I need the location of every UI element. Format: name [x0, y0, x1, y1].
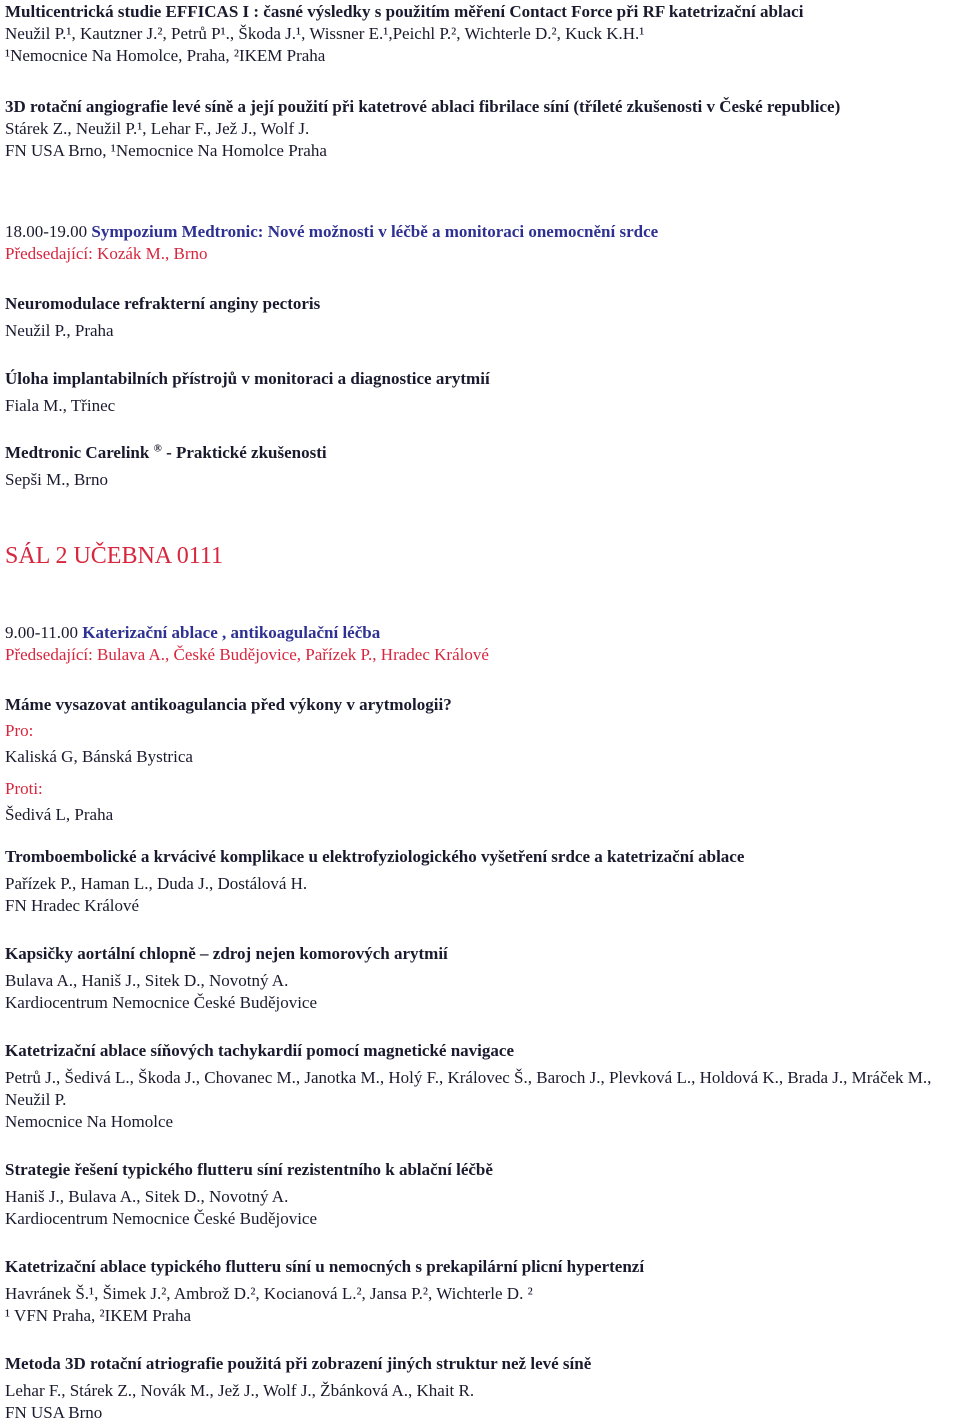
- talk-strategie-flutter: [5, 1159, 957, 1230]
- talk-affiliation: Kardiocentrum Nemocnice České Budějovice: [5, 1209, 318, 1228]
- talk-authors: Pařízek P., Haman L., Duda J., Dostálová H.: [5, 874, 308, 893]
- talk-title: Metoda 3D rotační atriografie použitá při zobrazení jiných struktur než levé síně: [5, 1354, 592, 1373]
- abstract-authors: Stárek Z., Neužil P.¹, Lehar F., Jež J., Wolf J.: [5, 119, 310, 138]
- abstract-title: Multicentrická studie EFFICAS I : časné výsledky s použitím měření Contact Force při RF katetrizační ablaci: [5, 2, 804, 21]
- talk-magneticka-navigace: [5, 1040, 957, 1133]
- talk-carelink: [5, 442, 957, 491]
- session-title: Sympozium Medtronic: Nové možnosti v léčbě a monitoraci onemocnění srdce: [91, 222, 659, 241]
- talk-affiliation: FN Hradec Králové: [5, 896, 140, 915]
- abstract-title: 3D rotační angiografie levé síně a její použití při katetrové ablaci fibrilace síní (tříleté zkušenosti v České republice): [5, 97, 841, 116]
- talk-authors: Havránek Š.¹, Šimek J.², Ambrož D.², Kocianová L.², Jansa P.², Wichterle D. ²: [5, 1284, 533, 1303]
- talk-authors: Lehar F., Stárek Z., Novák M., Jež J., Wolf J., Žbánková A., Khait R.: [5, 1381, 475, 1400]
- contra-label: Proti:: [5, 779, 43, 798]
- talk-authors: Bulava A., Haniš J., Sitek D., Novotný A.: [5, 971, 289, 990]
- hall-heading: [5, 542, 957, 570]
- talk-title: Tromboembolické a krvácivé komplikace u elektrofyziologického vyšetření srdce a katetrizační ablace: [5, 847, 745, 866]
- abstract-affiliation: ¹Nemocnice Na Homolce, Praha, ²IKEM Praha: [5, 46, 326, 65]
- session-heading: [5, 622, 957, 644]
- contra-author: Šedivá L, Praha: [5, 805, 114, 824]
- talk-uloha: [5, 368, 957, 417]
- registered-mark: ®: [153, 442, 162, 455]
- talk-title: Kapsičky aortální chlopně – zdroj nejen komorových arytmií: [5, 944, 448, 963]
- talk-title: Katetrizační ablace typického flutteru síní u nemocných s prekapilární plicní hypertenzí: [5, 1257, 645, 1276]
- talk-affiliation: Nemocnice Na Homolce: [5, 1112, 174, 1131]
- session-symposium: [5, 221, 957, 265]
- talk-title: Katetrizační ablace síňových tachykardií pomocí magnetické navigace: [5, 1041, 514, 1060]
- talk-title: Strategie řešení typického flutteru síní rezistentního k ablační léčbě: [5, 1160, 493, 1179]
- pro-label: Pro:: [5, 721, 34, 740]
- abstract-authors: Neužil P.¹, Kautzner J.², Petrů P¹., Škoda J.¹, Wissner E.¹,Peichl P.², Wichterle D.², Kuck K.H.¹: [5, 24, 645, 43]
- session-chair: Předsedající: Bulava A., České Budějovice, Pařízek P., Hradec Králové: [5, 645, 489, 664]
- talk-3d-atriografie: [5, 1353, 957, 1424]
- talk-title: Úloha implantabilních přístrojů v monitoraci a diagnostice arytmií: [5, 369, 490, 388]
- abstract-3d-rotation: [5, 96, 957, 162]
- talk-neuromodulace: [5, 293, 957, 342]
- session-time: 18.00-19.00: [5, 222, 88, 241]
- talk-author: Sepši M., Brno: [5, 470, 108, 489]
- talk-title: Neuromodulace refrakterní anginy pectoris: [5, 294, 321, 313]
- talk-kapsicky: [5, 943, 957, 1014]
- session-time: 9.00-11.00: [5, 623, 79, 642]
- hall-title: SÁL 2 UČEBNA 0111: [5, 543, 224, 569]
- talk-author: Fiala M., Třinec: [5, 396, 116, 415]
- pro-author: Kaliská G, Bánská Bystrica: [5, 747, 193, 766]
- talk-affiliation: FN USA Brno: [5, 1403, 103, 1422]
- talk-flutter-hypertenze: [5, 1256, 957, 1327]
- session-heading: [5, 221, 957, 243]
- abstract-affiliation: FN USA Brno, ¹Nemocnice Na Homolce Praha: [5, 141, 327, 160]
- talk-title: Medtronic Carelink ® - Praktické zkušenosti: [5, 442, 327, 462]
- debate-antikoagulancia: [5, 694, 957, 826]
- talk-authors: Haniš J., Bulava A., Sitek D., Novotný A.: [5, 1187, 289, 1206]
- talk-authors: Petrů J., Šedivá L., Škoda J., Chovanec M., Janotka M., Holý F., Královec Š., Baroch J., Plevková L., Holdová K., Brada J., Mráček M., Neužil P.: [5, 1068, 932, 1109]
- talk-affiliation: Kardiocentrum Nemocnice České Budějovice: [5, 993, 318, 1012]
- talk-tromboembolicke: [5, 846, 957, 917]
- debate-title: Máme vysazovat antikoagulancia před výkony v arytmologii?: [5, 695, 452, 714]
- abstract-efficas: [5, 1, 957, 67]
- session-katerizacni: [5, 622, 957, 666]
- session-chair: Předsedající: Kozák M., Brno: [5, 244, 208, 263]
- talk-author: Neužil P., Praha: [5, 321, 114, 340]
- session-title: Katerizační ablace , antikoagulační léčba: [82, 623, 381, 642]
- talk-affiliation: ¹ VFN Praha, ²IKEM Praha: [5, 1306, 191, 1325]
